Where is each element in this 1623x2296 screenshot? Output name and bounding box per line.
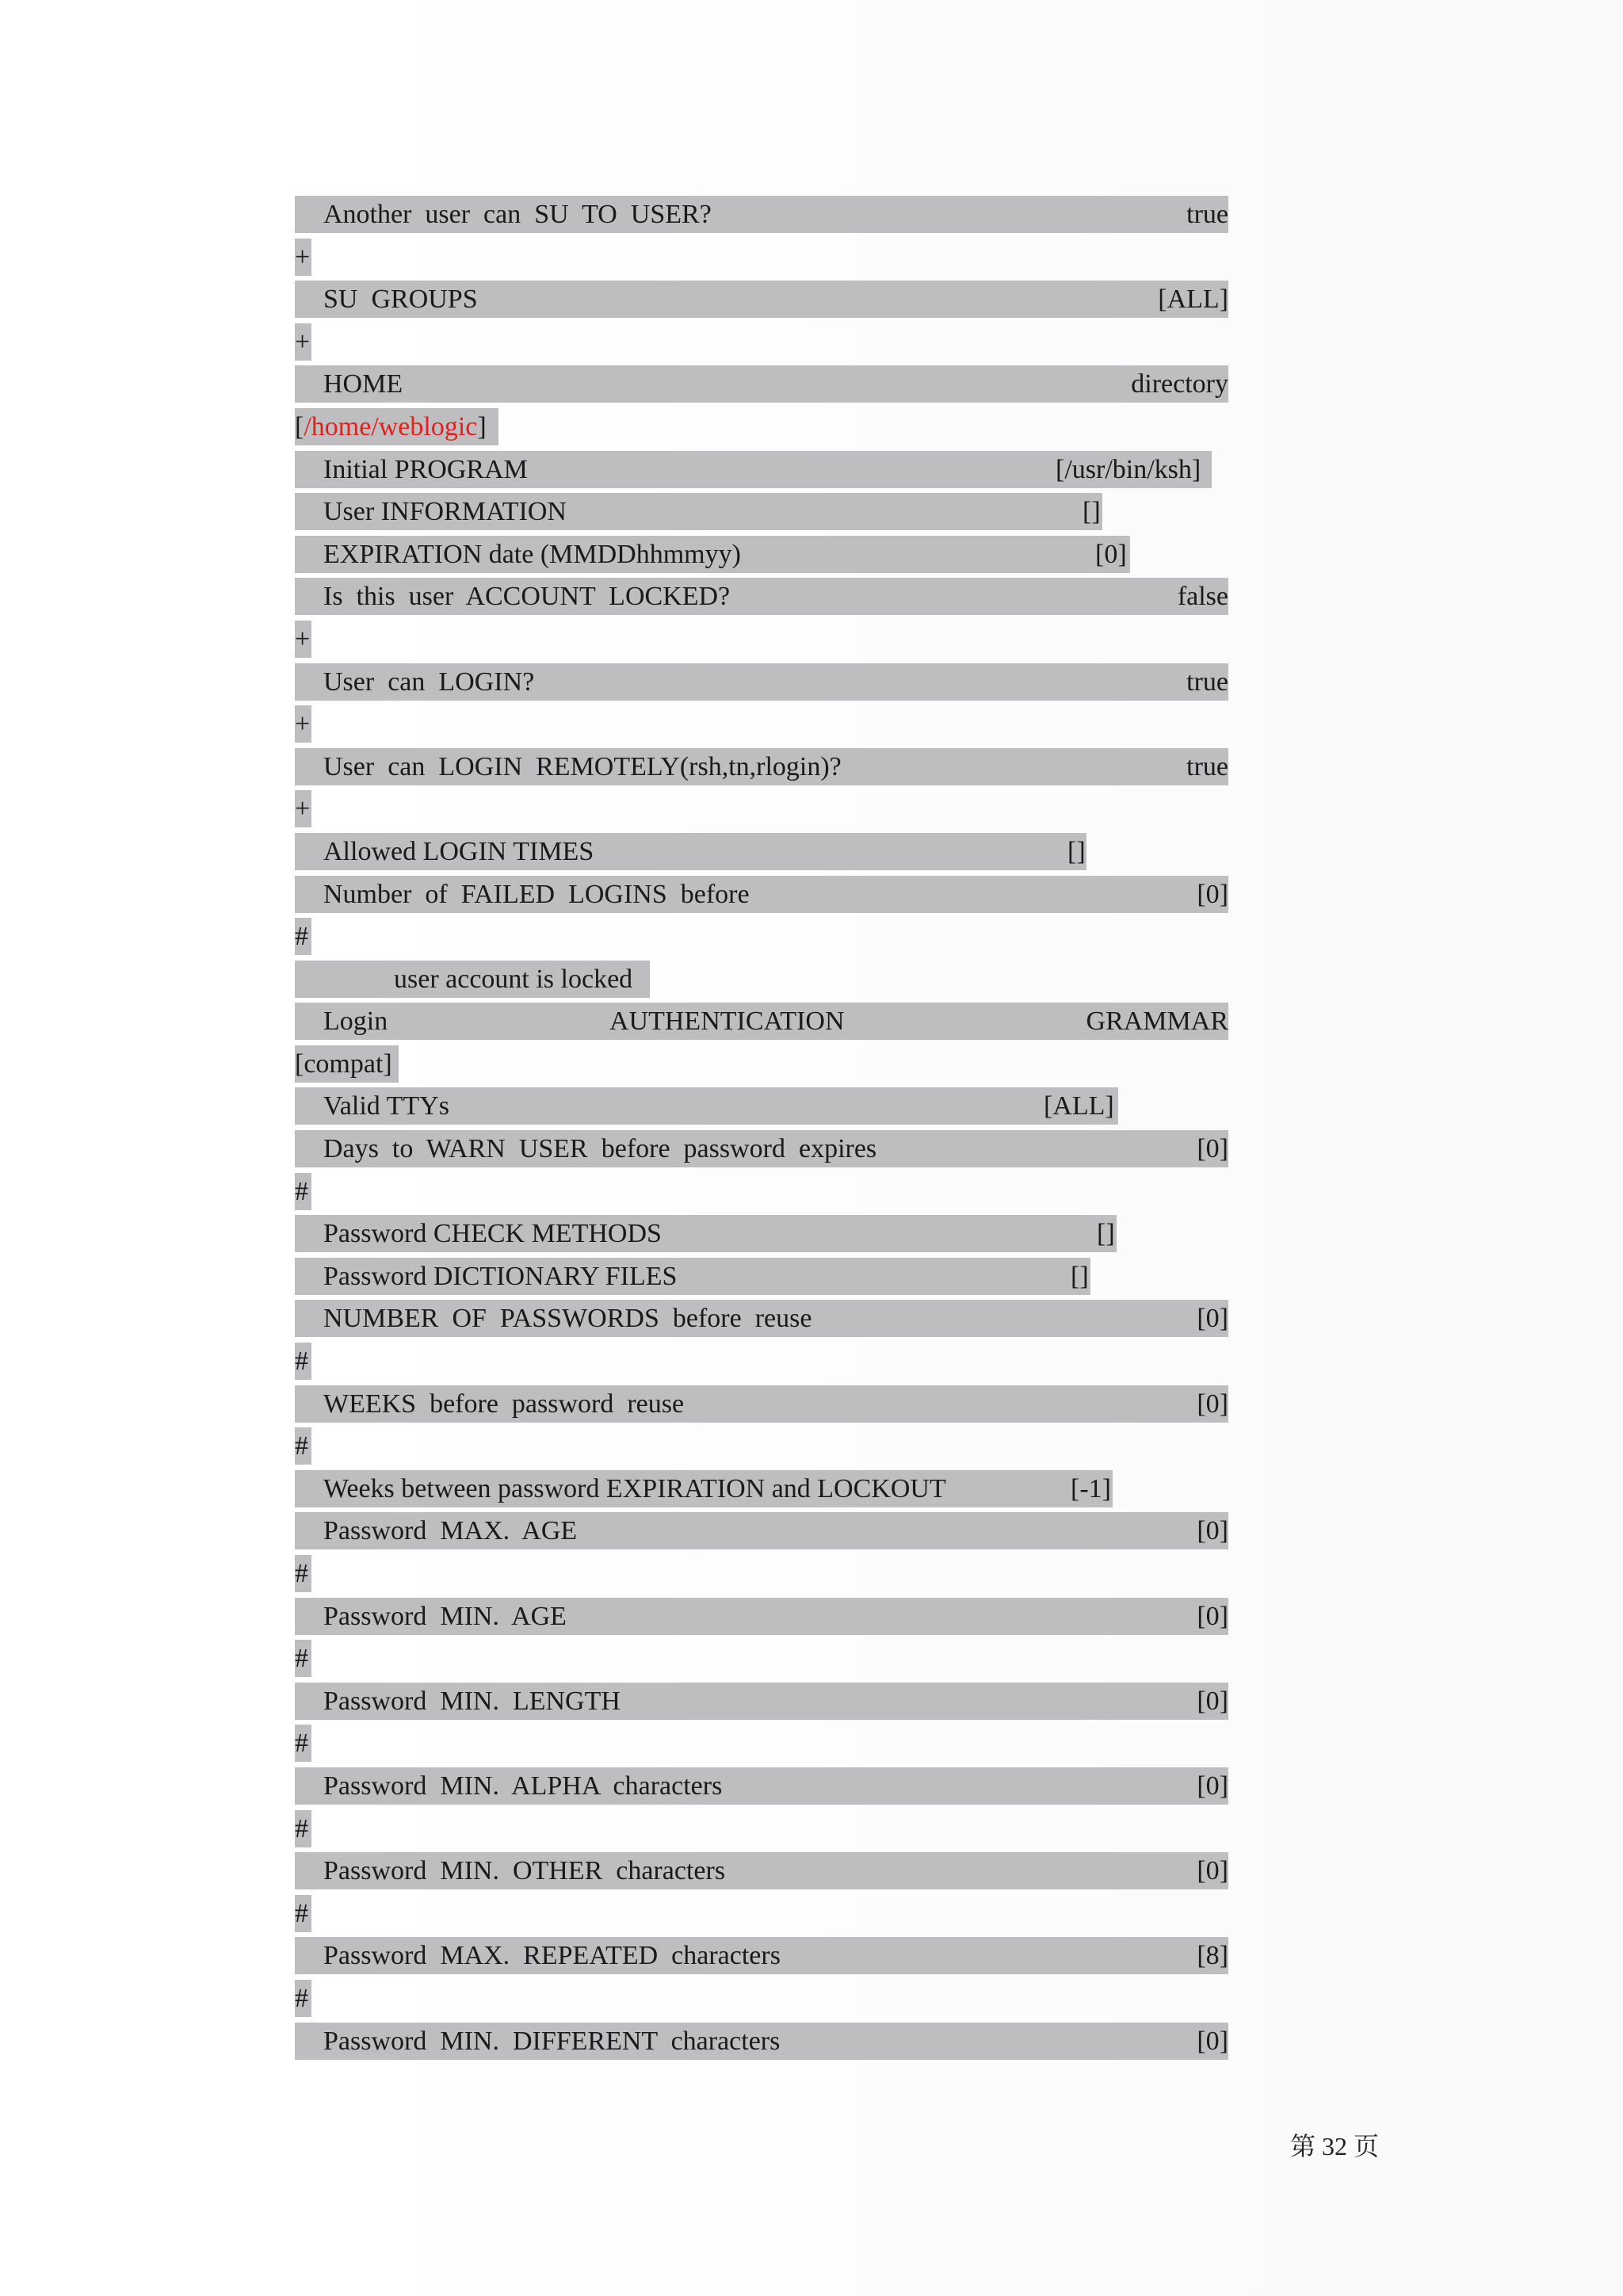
marker-text: # (295, 1431, 308, 1461)
marker-text: # (295, 1983, 308, 2013)
row-label: Password DICTIONARY FILES (323, 1261, 678, 1291)
row-user-can-login (295, 663, 1228, 706)
home-path-link[interactable]: /home/weblogic (304, 411, 478, 441)
row-label: Another user can SU TO USER? (323, 200, 712, 229)
row-value: true (1186, 200, 1228, 229)
continuation-marker (295, 1173, 1228, 1216)
row-value: [8] (1197, 1941, 1228, 1971)
row-label: Password CHECK METHODS (323, 1219, 662, 1249)
row-password-dictionary-files (295, 1258, 1228, 1301)
row-label: SU GROUPS (323, 285, 478, 315)
continuation-marker (295, 1343, 1228, 1385)
row-value: true (1186, 667, 1228, 697)
row-home-directory (295, 365, 1228, 408)
row-home-path (295, 408, 1228, 451)
row-valid-ttys (295, 1087, 1228, 1130)
row-value: [-1] (1071, 1473, 1111, 1503)
continuation-marker (295, 1427, 1228, 1470)
row-label: EXPIRATION date (MMDDhhmmyy) (323, 539, 741, 569)
row-password-max-repeated (295, 1937, 1228, 1980)
row-allowed-login-times (295, 833, 1228, 876)
row-label: NUMBER OF PASSWORDS before reuse (323, 1304, 812, 1334)
row-value: [0] (1197, 1304, 1228, 1334)
row-value: [0] (1095, 539, 1127, 569)
row-value: GRAMMAR (1086, 1007, 1228, 1037)
row-label: Days to WARN USER before password expires (323, 1134, 877, 1164)
marker-text: + (295, 709, 311, 739)
row-password-check-methods (295, 1215, 1228, 1258)
marker-text: # (295, 1559, 308, 1588)
row-value: [0] (1197, 1856, 1228, 1886)
marker-text: + (295, 794, 311, 824)
row-value: [] (1071, 1261, 1089, 1291)
continuation-marker (295, 323, 1228, 366)
marker-text: # (295, 1176, 308, 1206)
row-label: Number of FAILED LOGINS before (323, 879, 750, 909)
row-label: [compat] (295, 1049, 392, 1079)
row-weeks-before-reuse (295, 1385, 1228, 1428)
continuation-marker (295, 918, 1228, 961)
smit-user-attributes-listing (295, 196, 1228, 2065)
row-label: user account is locked (394, 964, 633, 994)
row-label: Password MAX. REPEATED characters (323, 1941, 781, 1971)
row-label: Is this user ACCOUNT LOCKED? (323, 582, 731, 612)
marker-text: + (295, 327, 311, 357)
row-label: User can LOGIN REMOTELY(rsh,tn,rlogin)? (323, 751, 842, 781)
row-value: true (1186, 751, 1228, 781)
page-number: 第 32 页 (1290, 2132, 1380, 2160)
row-label: Login (323, 1007, 388, 1037)
row-password-min-different (295, 2023, 1228, 2065)
row-label: WEEKS before password reuse (323, 1389, 685, 1419)
row-password-max-age (295, 1512, 1228, 1555)
row-login-auth-grammar (295, 1003, 1228, 1045)
path-close-bracket: ] (477, 411, 487, 441)
marker-text: # (295, 1644, 308, 1674)
row-value: [] (1067, 836, 1086, 866)
row-account-locked (295, 578, 1228, 621)
row-value: [] (1083, 497, 1101, 527)
row-label: Initial PROGRAM (323, 454, 528, 484)
continuation-marker (295, 790, 1228, 833)
marker-text: + (295, 242, 311, 272)
row-value: [0] (1197, 1601, 1228, 1631)
marker-text: # (295, 1729, 308, 1759)
continuation-marker (295, 1640, 1228, 1683)
row-account-locked-note (295, 961, 1228, 1003)
marker-text: # (295, 1898, 308, 1928)
row-label: Password MIN. DIFFERENT characters (323, 2026, 781, 2056)
row-days-to-warn (295, 1130, 1228, 1173)
marker-text: # (295, 1347, 308, 1377)
row-value: [ALL] (1044, 1091, 1114, 1121)
row-password-min-alpha (295, 1767, 1228, 1810)
marker-text: # (295, 1813, 308, 1843)
row-value: [0] (1197, 879, 1228, 909)
row-label: Password MIN. AGE (323, 1601, 567, 1631)
continuation-marker (295, 1980, 1228, 2023)
continuation-marker (295, 1810, 1228, 1853)
row-expiration-date (295, 536, 1228, 579)
row-value: [ALL] (1158, 285, 1228, 315)
row-su-groups (295, 281, 1228, 323)
row-label: Allowed LOGIN TIMES (323, 836, 594, 866)
marker-text: + (295, 624, 311, 654)
row-password-min-age (295, 1598, 1228, 1641)
row-password-min-length (295, 1683, 1228, 1725)
row-label: User can LOGIN? (323, 667, 535, 697)
row-middle: AUTHENTICATION (609, 1007, 845, 1037)
row-number-of-passwords (295, 1300, 1228, 1343)
row-value: [0] (1197, 1516, 1228, 1546)
row-weeks-expiration-lockout (295, 1470, 1228, 1513)
row-label: User INFORMATION (323, 497, 567, 527)
row-value: [] (1097, 1219, 1115, 1249)
path-open-bracket: [ (295, 411, 304, 441)
row-value: false (1177, 582, 1228, 612)
row-value: [0] (1197, 1771, 1228, 1801)
row-login-remotely (295, 748, 1228, 791)
row-value: [0] (1197, 1686, 1228, 1716)
row-value: directory (1131, 369, 1228, 399)
row-label: Password MAX. AGE (323, 1516, 578, 1546)
row-user-information (295, 493, 1228, 536)
row-label: Valid TTYs (323, 1091, 449, 1121)
row-compat (295, 1045, 1228, 1088)
row-failed-logins (295, 876, 1228, 919)
continuation-marker (295, 621, 1228, 663)
row-password-min-other (295, 1852, 1228, 1895)
row-value: [0] (1197, 1134, 1228, 1164)
row-label: Password MIN. LENGTH (323, 1686, 621, 1716)
row-value: [0] (1197, 1389, 1228, 1419)
row-su-to-user (295, 196, 1228, 239)
row-value: [0] (1197, 2026, 1228, 2056)
row-label: Password MIN. ALPHA characters (323, 1771, 723, 1801)
row-label: HOME (323, 369, 403, 399)
continuation-marker (295, 239, 1228, 281)
continuation-marker (295, 1725, 1228, 1767)
row-label: Weeks between password EXPIRATION and LOCKOUT (323, 1473, 946, 1503)
continuation-marker (295, 705, 1228, 748)
continuation-marker (295, 1895, 1228, 1938)
continuation-marker (295, 1555, 1228, 1598)
row-label: Password MIN. OTHER characters (323, 1856, 726, 1886)
row-initial-program (295, 451, 1228, 494)
row-value: [/usr/bin/ksh] (1056, 454, 1201, 484)
marker-text: # (295, 922, 308, 952)
